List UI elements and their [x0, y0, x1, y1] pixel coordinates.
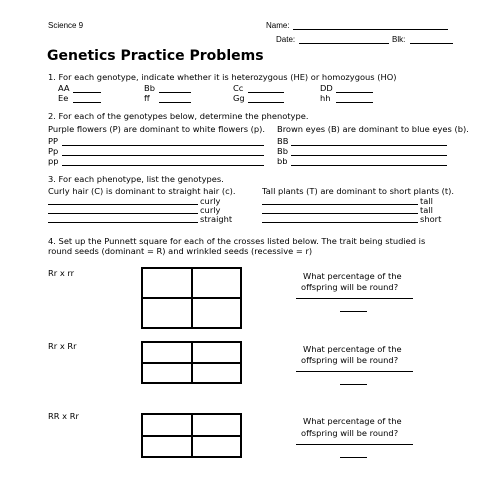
- genotype-label: DD: [320, 83, 333, 93]
- genotype-label: Cc: [233, 83, 244, 93]
- course-label: Science 9: [48, 21, 84, 30]
- genotype-label: PP: [48, 136, 59, 146]
- answer-line[interactable]: [340, 457, 367, 458]
- answer-line[interactable]: [336, 92, 373, 93]
- answer-line[interactable]: [296, 298, 413, 299]
- answer-line[interactable]: [340, 384, 367, 385]
- genotype-label: Bb: [144, 83, 155, 93]
- punnett-cell[interactable]: [142, 414, 192, 436]
- q3-prompt: 3. For each phenotype, list the genotypes.: [48, 174, 224, 184]
- punnett-cell[interactable]: [192, 363, 242, 384]
- percentage-question: What percentage of the: [303, 344, 402, 354]
- blk-label: Blk:: [392, 35, 406, 44]
- phenotype-label: tall: [420, 196, 433, 206]
- phenotype-label: curly: [200, 205, 221, 215]
- genotype-label: AA: [58, 83, 70, 93]
- q4-prompt-line1: 4. Set up the Punnett square for each of the crosses listed below. The trait being studied is: [48, 236, 426, 246]
- percentage-question: offspring will be round?: [301, 355, 399, 365]
- punnett-square: [141, 267, 242, 329]
- phenotype-label: curly: [200, 196, 221, 206]
- q3-right-heading: Tall plants (T) are dominant to short plants (t).: [262, 186, 455, 196]
- q3-left-heading: Curly hair (C) is dominant to straight hair (c).: [48, 186, 236, 196]
- answer-line[interactable]: [62, 155, 264, 156]
- genotype-label: Bb: [277, 146, 288, 156]
- answer-line[interactable]: [48, 222, 198, 223]
- phenotype-label: short: [420, 214, 442, 224]
- answer-line[interactable]: [296, 444, 413, 445]
- q2-left-heading: Purple flowers (P) are dominant to white flowers (p).: [48, 124, 266, 134]
- percentage-question: offspring will be round?: [301, 428, 399, 438]
- answer-line[interactable]: [262, 222, 418, 223]
- answer-line[interactable]: [159, 92, 191, 93]
- genotype-label: Pp: [48, 146, 59, 156]
- punnett-square: [141, 341, 242, 384]
- cross-label: Rr x rr: [48, 268, 75, 278]
- punnett-cell[interactable]: [142, 342, 192, 363]
- punnett-cell[interactable]: [192, 342, 242, 363]
- phenotype-label: straight: [200, 214, 233, 224]
- answer-line[interactable]: [48, 213, 198, 214]
- answer-line[interactable]: [48, 204, 198, 205]
- name-label: Name:: [266, 21, 290, 30]
- answer-line[interactable]: [262, 204, 418, 205]
- answer-line[interactable]: [291, 145, 447, 146]
- punnett-cell[interactable]: [142, 436, 192, 458]
- percentage-question: offspring will be round?: [301, 282, 399, 292]
- genotype-label: bb: [277, 156, 288, 166]
- answer-line[interactable]: [73, 102, 101, 103]
- date-field[interactable]: [299, 43, 389, 44]
- punnett-cell[interactable]: [142, 298, 192, 328]
- answer-line[interactable]: [262, 213, 418, 214]
- genotype-label: BB: [277, 136, 289, 146]
- answer-line[interactable]: [62, 165, 264, 166]
- punnett-cell[interactable]: [192, 436, 242, 458]
- answer-line[interactable]: [248, 92, 284, 93]
- cross-label: Rr x Rr: [48, 341, 77, 351]
- punnett-square: [141, 413, 242, 458]
- cross-label: RR x Rr: [48, 411, 79, 421]
- answer-line[interactable]: [336, 102, 373, 103]
- answer-line[interactable]: [62, 145, 264, 146]
- genotype-label: hh: [320, 93, 331, 103]
- name-field[interactable]: [293, 29, 448, 30]
- answer-line[interactable]: [296, 371, 413, 372]
- q2-right-heading: Brown eyes (B) are dominant to blue eyes (b).: [277, 124, 469, 134]
- q1-prompt: 1. For each genotype, indicate whether it is heterozygous (HE) or homozygous (HO): [48, 72, 397, 82]
- genotype-label: Ee: [58, 93, 69, 103]
- answer-line[interactable]: [248, 102, 284, 103]
- answer-line[interactable]: [291, 155, 447, 156]
- answer-line[interactable]: [340, 311, 367, 312]
- answer-line[interactable]: [291, 165, 447, 166]
- answer-line[interactable]: [159, 102, 191, 103]
- page-title: Genetics Practice Problems: [47, 48, 264, 64]
- percentage-question: What percentage of the: [303, 271, 402, 281]
- phenotype-label: tall: [420, 205, 433, 215]
- punnett-cell[interactable]: [192, 268, 242, 298]
- q2-prompt: 2. For each of the genotypes below, determine the phenotype.: [48, 111, 309, 121]
- blk-field[interactable]: [410, 43, 453, 44]
- punnett-cell[interactable]: [142, 268, 192, 298]
- genotype-label: pp: [48, 156, 59, 166]
- date-label: Date:: [276, 35, 296, 44]
- punnett-cell[interactable]: [192, 414, 242, 436]
- genotype-label: Gg: [233, 93, 245, 103]
- punnett-cell[interactable]: [142, 363, 192, 384]
- percentage-question: What percentage of the: [303, 416, 402, 426]
- answer-line[interactable]: [73, 92, 101, 93]
- genotype-label: ff: [144, 93, 150, 103]
- punnett-cell[interactable]: [192, 298, 242, 328]
- q4-prompt-line2: round seeds (dominant = R) and wrinkled seeds (recessive = r): [48, 246, 313, 256]
